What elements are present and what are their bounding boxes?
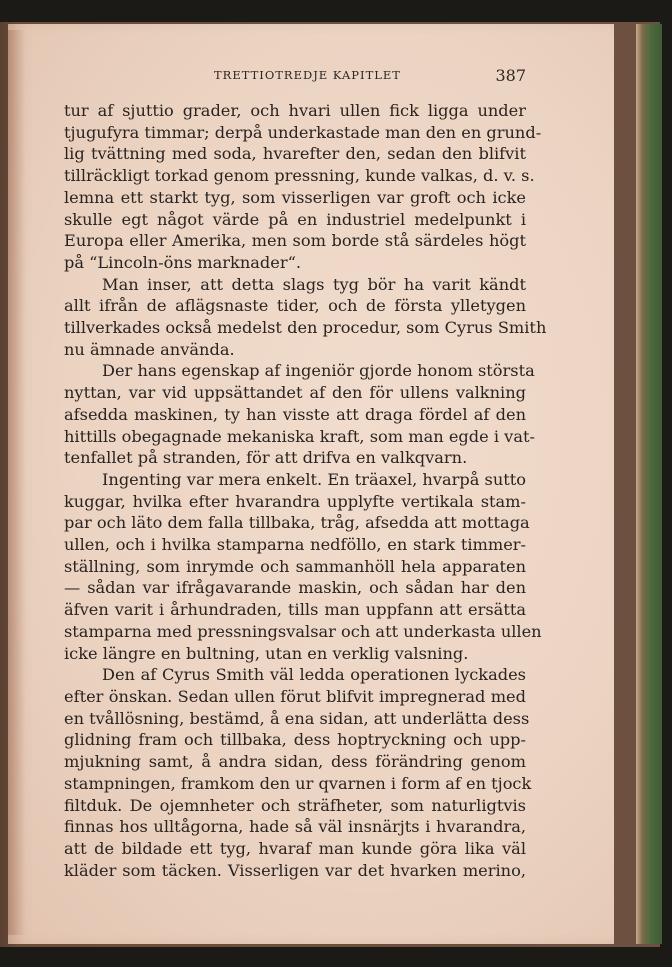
paragraph <box>64 100 542 274</box>
page-header <box>64 66 526 88</box>
text-line: Ingenting var mera enkelt. En träaxel, hvarpå sutto <box>102 469 527 489</box>
text-line: ullen, och i hvilka stamparna nedföllo, en stark timmer- <box>64 535 526 555</box>
body-text <box>64 100 547 881</box>
text-line: tjugufyra timmar; derpå underkastade man den en grund- <box>64 122 542 142</box>
text-line: tillräckligt torkad genom pressning, kunde valkas, d. v. s. <box>64 166 535 186</box>
text-line: lig tvättning med soda, hvarefter den, sedan den blifvit <box>64 144 526 164</box>
text-line: kuggar, hvilka efter hvarandra upplyfte vertikala stam- <box>64 491 526 511</box>
text-line: hittills obegagnade mekaniska kraft, som man egde i vat- <box>64 426 535 446</box>
paragraph <box>64 664 532 881</box>
text-line: allt ifrån de aflägsnaste tider, och de första ylletygen <box>64 296 526 316</box>
text-line: tillverkades också medelst den procedur, som Cyrus Smith <box>64 318 547 338</box>
running-head: TRETTIOTREDJE KAPITLET <box>214 68 401 82</box>
paragraph <box>64 360 535 469</box>
text-line: nyttan, var vid uppsättandet af den för ullens valkning <box>64 383 526 403</box>
text-line: mjukning samt, å andra sidan, dess förändring genom <box>64 752 526 772</box>
text-line: filtduk. De ojemnheter och sträfheter, som naturligtvis <box>64 795 526 815</box>
book-spine-edge <box>636 24 662 944</box>
paragraph <box>64 469 542 664</box>
text-line: Europa eller Amerika, men som borde stå särdeles högt <box>64 231 526 251</box>
text-line: glidning fram och tillbaka, dess hoptryckning och upp- <box>64 730 526 750</box>
text-line: på “Lincoln-öns marknader“. <box>64 252 302 272</box>
text-line: stamparna med pressningsvalsar och att underkasta ullen <box>64 621 542 641</box>
text-line: Der hans egenskap af ingeniör gjorde honom största <box>102 361 535 381</box>
page-gutter-shadow <box>8 30 26 935</box>
text-line: finnas hos ulltågorna, hade så väl insnärjts i hvarandra, <box>64 817 526 837</box>
paragraph <box>64 274 547 361</box>
text-line: äfven varit i århundraden, tills man uppfann att ersätta <box>64 600 526 620</box>
text-line: Man inser, att detta slags tyg bör ha varit kändt <box>102 274 526 294</box>
text-line: par och läto dem falla tillbaka, tråg, afsedda att mottaga <box>64 513 530 533</box>
text-line: tenfallet på stranden, för att drifva en valkqvarn. <box>64 448 468 468</box>
text-line: skulle egt något värde på en industriel medelpunkt i <box>64 209 526 229</box>
text-line: tur af sjuttio grader, och hvari ullen fick ligga under <box>64 101 526 120</box>
text-line: kläder som täcken. Visserligen var det hvarken merino, <box>64 860 526 880</box>
text-line: nu ämnade använda. <box>64 339 235 359</box>
text-line: stampningen, framkom den ur qvarnen i form af en tjock <box>64 773 532 793</box>
text-line: ställning, som inrymde och sammanhöll hela apparaten <box>64 556 526 576</box>
text-line: afsedda maskinen, ty han visste att draga fördel af den <box>64 404 526 424</box>
text-line: Den af Cyrus Smith väl ledda operationen lyckades <box>102 665 526 685</box>
text-line: efter önskan. Sedan ullen förut blifvit impregnerad med <box>64 686 526 706</box>
page-number: 387 <box>495 66 526 85</box>
text-line: en tvållösning, bestämd, å ena sidan, att underlätta dess <box>64 708 530 728</box>
text-line: lemna ett starkt tyg, som visserligen var groft och icke <box>64 187 526 207</box>
text-line: — sådan var ifrågavarande maskin, och sådan har den <box>64 578 526 598</box>
text-line: icke längre en bultning, utan en verklig valsning. <box>64 643 469 663</box>
text-line: att de bildade ett tyg, hvaraf man kunde göra lika väl <box>64 838 526 858</box>
